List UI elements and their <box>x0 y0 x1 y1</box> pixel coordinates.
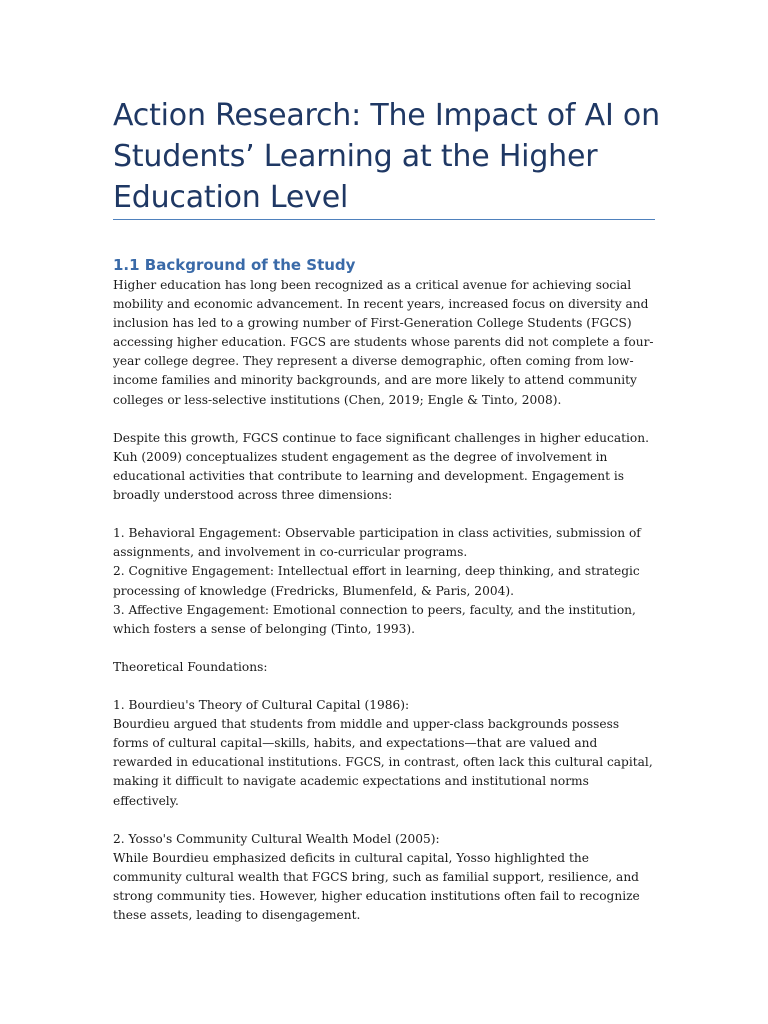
section-heading: 1.1 Background of the Study <box>113 256 356 274</box>
title-underline-rule <box>113 219 655 220</box>
theory-bourdieu-body: Bourdieu argued that students from middle and upper-class backgrounds possess forms of cultural capital—skills, habits, and expectations—that are valued and rewarded in educational institutions. FGCS, in contrast, often lack this cultural capital, making it difficult to navigate academic expectations and institutional norms effectively. <box>113 717 653 808</box>
list-item-behavioral-engagement: 1. Behavioral Engagement: Observable participation in class activities, submission of assignments, and involvement in co-curricular programs. <box>113 526 641 560</box>
document-title: Action Research: The Impact of AI on Students’ Learning at the Higher Education Level <box>113 98 660 215</box>
list-item-cognitive-engagement: 2. Cognitive Engagement: Intellectual effort in learning, deep thinking, and strategic processing of knowledge (Fredricks, Blumenfeld, & Paris, 2004). <box>113 564 640 598</box>
document-body <box>113 276 658 944</box>
theoretical-foundations-label: Theoretical Foundations: <box>113 659 268 674</box>
theory-bourdieu-heading: 1. Bourdieu's Theory of Cultural Capital (1986): <box>113 698 410 713</box>
paragraph-intro: Higher education has long been recognized as a critical avenue for achieving social mobility and economic advancement. In recent years, increased focus on diversity and inclusion has led to a growing number of First-Generation College Students (FGCS) accessing higher education. FGCS are students whose parents did not complete a four-year college degree. They represent a diverse demographic, often coming from low-income families and minority backgrounds, and are more likely to attend community colleges or less-selective institutions (Chen, 2019; Engle & Tinto, 2008). <box>113 278 654 407</box>
theory-yosso-body: While Bourdieu emphasized deficits in cultural capital, Yosso highlighted the community cultural wealth that FGCS bring, such as familial support, resilience, and strong community ties. However, higher education institutions often fail to recognize these assets, leading to disengagement. <box>113 850 640 923</box>
theory-yosso-heading: 2. Yosso's Community Cultural Wealth Model (2005): <box>113 831 440 846</box>
paragraph-engagement: Despite this growth, FGCS continue to face significant challenges in higher education. Kuh (2009) conceptualizes student engagement as the degree of involvement in educational activities that contribute to learning and development. Engagement is broadly understood across three dimensions: <box>113 430 649 503</box>
list-item-affective-engagement: 3. Affective Engagement: Emotional connection to peers, faculty, and the institution, which fosters a sense of belonging (Tinto, 1993). <box>113 602 636 636</box>
